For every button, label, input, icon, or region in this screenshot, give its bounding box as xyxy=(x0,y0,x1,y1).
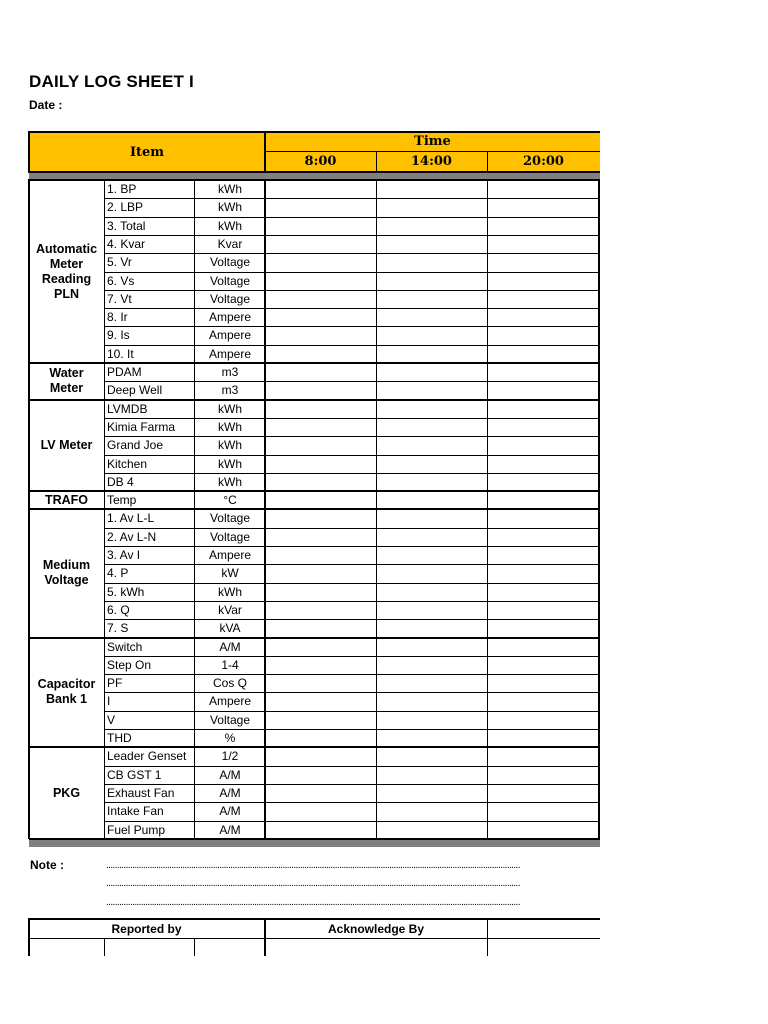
row-label: Switch xyxy=(107,639,143,654)
row-unit: 1/2 xyxy=(221,749,239,764)
row-label: 6. Q xyxy=(107,602,130,617)
row-label: 8. Ir xyxy=(107,310,128,325)
row-divider xyxy=(104,802,600,803)
row-label: 10. It xyxy=(107,346,134,361)
row-label: 4. Kvar xyxy=(107,236,146,251)
row-unit: kW xyxy=(221,566,239,581)
row-label: Exhaust Fan xyxy=(107,785,175,800)
col-time-start xyxy=(264,179,266,839)
row-divider xyxy=(104,308,600,309)
row-unit: kWh xyxy=(218,456,242,471)
col-time-divider-2 xyxy=(487,179,488,839)
group-label: PKG xyxy=(52,785,81,800)
group-label: LV Meter xyxy=(40,437,93,452)
row-divider xyxy=(104,656,600,657)
row-unit: kVar xyxy=(218,602,242,617)
row-unit: Voltage xyxy=(209,511,251,526)
note-label: Note : xyxy=(30,858,64,872)
sig-divider-1 xyxy=(104,938,105,956)
row-unit: kWh xyxy=(218,584,242,599)
group-label: Medium Voltage xyxy=(42,558,91,588)
row-unit: Ampere xyxy=(208,346,252,361)
row-label: 7. Vt xyxy=(107,291,132,306)
row-label: LVMDB xyxy=(107,401,148,416)
row-label: Intake Fan xyxy=(107,804,164,819)
row-divider xyxy=(104,473,600,474)
col-time-divider-1 xyxy=(376,179,377,839)
row-divider xyxy=(104,711,600,712)
row-divider xyxy=(104,381,600,382)
sig-divider-2 xyxy=(194,938,195,956)
row-unit: Ampere xyxy=(208,694,252,709)
row-unit: % xyxy=(224,731,236,745)
note-line-2: .............................................................................................................................................................................................. xyxy=(106,879,520,889)
row-divider xyxy=(104,235,600,236)
date-label: Date : xyxy=(29,98,63,112)
row-unit: kWh xyxy=(218,182,242,196)
group-label: Capacitor Bank 1 xyxy=(37,677,96,707)
row-label: 2. LBP xyxy=(107,200,144,215)
separator-band-bottom xyxy=(29,840,600,847)
row-label: Fuel Pump xyxy=(107,822,166,837)
row-label: 9. Is xyxy=(107,328,130,343)
row-divider xyxy=(104,436,600,437)
time-slot-0: 8:00 xyxy=(304,154,337,169)
row-divider xyxy=(104,821,600,822)
row-unit: kVA xyxy=(219,621,241,636)
group-top-border xyxy=(29,508,600,510)
group-label: Water Meter xyxy=(49,366,84,396)
row-unit: kWh xyxy=(218,218,242,233)
row-unit: A/M xyxy=(219,639,241,654)
row-unit: °C xyxy=(223,493,237,508)
row-unit: m3 xyxy=(221,383,239,398)
row-unit: Ampere xyxy=(208,310,252,325)
row-label: Kimia Farma xyxy=(107,419,176,434)
row-unit: A/M xyxy=(219,785,241,800)
col-left-border xyxy=(28,179,30,839)
row-label: Step On xyxy=(107,657,152,672)
row-divider xyxy=(104,418,600,419)
row-label: PF xyxy=(107,676,123,691)
row-label: 6. Vs xyxy=(107,273,135,288)
row-divider xyxy=(104,692,600,693)
row-divider xyxy=(104,326,600,327)
row-label: 3. Total xyxy=(107,218,146,233)
row-divider xyxy=(104,784,600,785)
document-title: DAILY LOG SHEET I xyxy=(29,72,194,91)
row-unit: Ampere xyxy=(208,548,252,562)
note-line-3: .............................................................................................................................................................................................. xyxy=(106,898,520,908)
row-label: 5. Vr xyxy=(107,255,132,270)
time-header: Time xyxy=(414,134,451,149)
row-divider xyxy=(104,455,600,456)
row-label: Temp xyxy=(107,493,137,508)
row-label: I xyxy=(107,694,111,709)
row-divider xyxy=(104,583,600,584)
row-unit: Voltage xyxy=(209,255,251,270)
row-divider xyxy=(104,546,600,547)
row-divider xyxy=(104,198,600,199)
row-unit: Kvar xyxy=(217,236,243,251)
row-unit: Voltage xyxy=(209,712,251,727)
row-label: CB GST 1 xyxy=(107,767,162,782)
row-label: 7. S xyxy=(107,621,129,636)
row-divider xyxy=(104,253,600,254)
row-divider xyxy=(104,290,600,291)
row-unit: Voltage xyxy=(209,291,251,306)
row-label: Kitchen xyxy=(107,456,148,471)
row-unit: kWh xyxy=(218,200,242,215)
col-right-border xyxy=(598,179,600,839)
col-item-unit-divider xyxy=(104,179,105,839)
row-unit: Cos Q xyxy=(212,676,247,691)
row-unit: A/M xyxy=(219,822,241,837)
row-divider xyxy=(104,766,600,767)
row-label: PDAM xyxy=(107,365,142,379)
row-divider xyxy=(104,564,600,565)
reported-by-label: Reported by xyxy=(111,922,182,936)
row-label: 1. Av L-L xyxy=(107,511,155,526)
row-label: 4. P xyxy=(107,566,129,581)
time-slot-2: 20:00 xyxy=(523,154,564,169)
row-divider xyxy=(104,601,600,602)
row-unit: Voltage xyxy=(209,273,251,288)
row-divider xyxy=(104,528,600,529)
row-unit: A/M xyxy=(219,767,241,782)
group-label: Automatic Meter Reading PLN xyxy=(35,241,98,301)
row-label: Deep Well xyxy=(107,383,163,398)
col-unit-divider xyxy=(194,179,195,839)
group-top-border xyxy=(29,362,600,364)
row-unit: kWh xyxy=(218,438,242,453)
row-divider xyxy=(104,729,600,730)
row-unit: kWh xyxy=(218,419,242,434)
row-label: DB 4 xyxy=(107,474,134,489)
group-top-border xyxy=(29,490,600,492)
row-label: Leader Genset xyxy=(107,749,187,764)
group-label: TRAFO xyxy=(44,492,89,507)
row-label: 3. Av I xyxy=(107,548,141,562)
row-divider xyxy=(104,272,600,273)
time-slot-1: 14:00 xyxy=(411,154,452,169)
row-label: V xyxy=(107,712,116,727)
row-label: 1. BP xyxy=(107,182,137,196)
row-unit: m3 xyxy=(221,365,239,379)
sig-divider-4 xyxy=(487,918,488,956)
note-line-1: .............................................................................................................................................................................................. xyxy=(106,861,520,871)
row-divider xyxy=(104,217,600,218)
group-top-border xyxy=(29,399,600,401)
group-top-border xyxy=(29,179,600,181)
row-unit: 1-4 xyxy=(221,657,239,672)
row-unit: kWh xyxy=(218,401,242,416)
row-label: Grand Joe xyxy=(107,438,164,453)
acknowledge-by-label: Acknowledge By xyxy=(327,922,425,936)
sig-mid-border xyxy=(28,938,600,939)
row-label: 2. Av L-N xyxy=(107,529,157,544)
row-unit: A/M xyxy=(219,804,241,819)
group-top-border xyxy=(29,746,600,748)
row-unit: Ampere xyxy=(208,328,252,343)
group-top-border xyxy=(29,637,600,639)
row-unit: Voltage xyxy=(209,529,251,544)
row-divider xyxy=(104,345,600,346)
row-label: THD xyxy=(107,731,132,745)
row-label: 5. kWh xyxy=(107,584,145,599)
item-header: Item xyxy=(129,144,165,160)
row-divider xyxy=(104,619,600,620)
row-divider xyxy=(104,674,600,675)
row-unit: kWh xyxy=(218,474,242,489)
